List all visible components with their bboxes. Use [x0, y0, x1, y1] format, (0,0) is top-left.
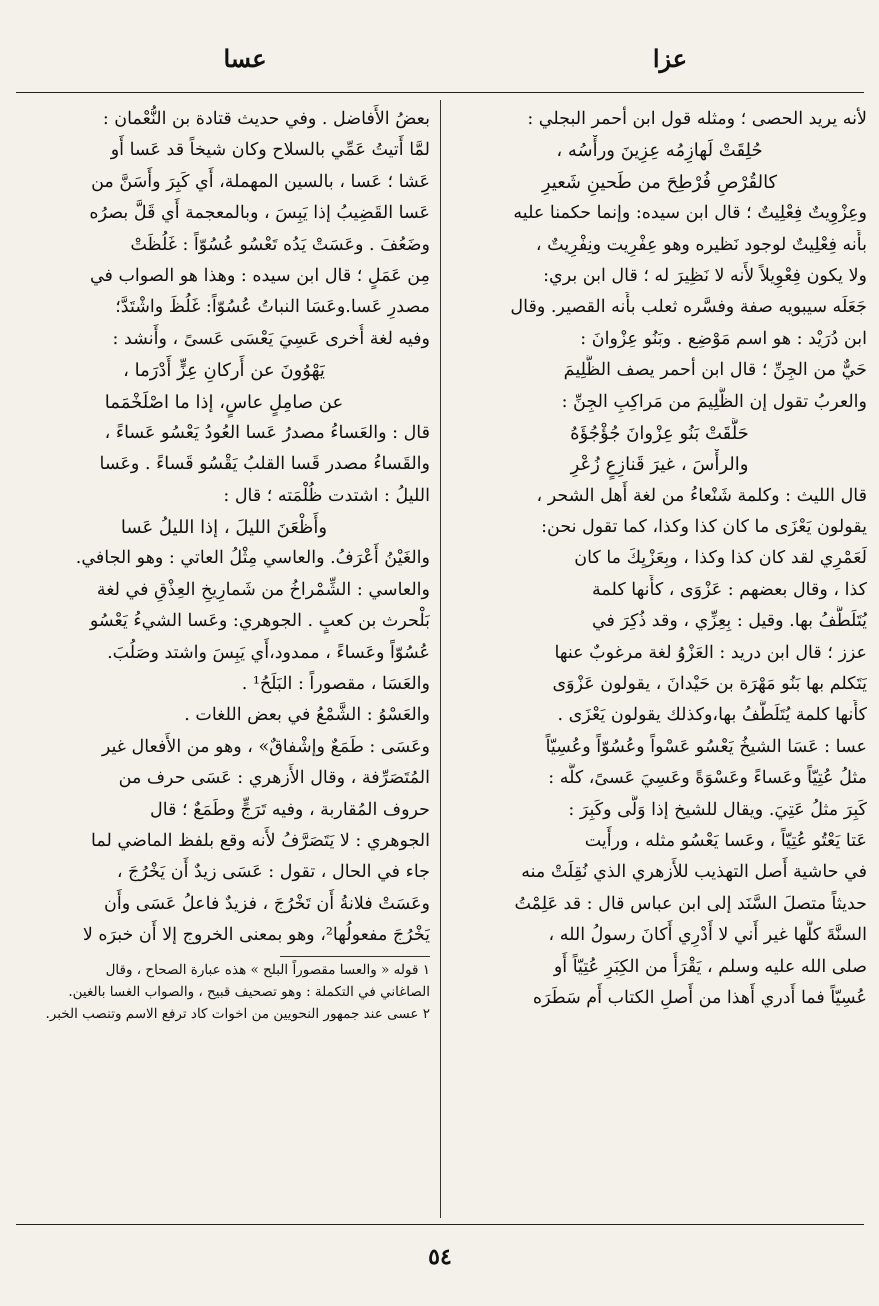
text-line: وفيه لغة أُخرى عَسِيَ يَعْسَى عَسىً ، وأَنشد : [112, 328, 430, 349]
text-line: وعِزْوِيتٌ فِعْلِيتٌ ؛ قال ابن سيده: وإنما حكمنا عليه [513, 203, 867, 224]
text-line: عَتا يَعْتُو عُتِيّاً ، وعَسا يَعْسُو مثله ، ورأَيت [584, 830, 867, 851]
text-line: يَتَكلم بها بَنُو مَهْرَة بن حَيْدانَ ، يقولون عَزْوَى [552, 674, 867, 695]
header-entry-left: عسا [223, 44, 267, 73]
text-line: لأنه يريد الحصى ؛ ومثله قول ابن أحمر البجلي : [527, 109, 867, 129]
text-line: بعضُ الأَفاضل . وفي حديث قتادة بن النُّعْمان : [102, 109, 430, 129]
text-line: السنَّةَ كلَّها غير أَني لا أَدْرِي أَكانَ رسولُ الله ، [548, 925, 867, 946]
left-column [18, 104, 430, 1220]
text-line: عسا : عَسَا الشيخُ يَعْسُو عَسْواً وعُسُوّاً وعُسِيّاً [545, 736, 867, 757]
text-line: مثلُ عُتِيّاً وعَساءً وعَسْوَةً وعَسِيَ عَسىً، كلُّه : [548, 768, 867, 789]
text-line: لَعَمْرِي لقد كان كذا وكذا ، وبِعَزْيِكَ ما كان [574, 548, 867, 569]
text-line: المُتَصَرِّفة ، وقال الأَزهري : عَسَى حرف من [118, 768, 430, 789]
column-separator [440, 100, 441, 1218]
footnote: الصاغاني في التكملة : وهو تصحيف قبيح ، والصواب الغسا بالغين. [68, 983, 430, 1000]
text-line: وعَسَى : طَمَعٌ وإشْفاقٌ» ، وهو من الأَفعال غير [101, 736, 430, 757]
text-line: وعَسَتْ فلانةُ أَن تَخْرُجَ ، فزيدٌ فاعلُ عَسَى وأَن [103, 893, 430, 914]
text-line: يُتَلَطَّفُ بها. وقيل : بِعِزِّي ، وقد ذُكِرَ في [591, 611, 867, 632]
text-line: في حاشية أَصل التهذيب للأَزهري الذي نُقِلَتْ منه [521, 862, 867, 883]
footnote-separator [280, 956, 430, 957]
text-line: عَسا القَضِيبُ إذا يَبِسَ ، وبالمعجمة أَي قَلَّ بصرُه [89, 203, 430, 224]
text-line: كأَنها كلمة يُتَلَطَّفُ بها،وكذلك يقولون يَعْزَى . [557, 705, 867, 726]
text-line: لمَّا أَتيتُ عَمِّي بالسلاح وكان شيخاً قد عَسا أَو [110, 140, 430, 161]
verse-line: وأَظْعَنَ الليلَ ، إذا الليلُ عَسا [120, 517, 328, 539]
text-line: يقولون يَعْزَى ما كان كذا وكذا، كما تقول نحن: [541, 517, 867, 538]
text-line: والعَسَا ، مقصوراً : البَلَحُ¹ . [241, 674, 430, 695]
verse-line: والرأْسَ ، غيرَ قَنازِعٍ زُعْرِ [570, 454, 749, 476]
text-line: والعربُ تقول إن الظَّلِيمَ من مَراكِبِ الجِنِّ : [561, 391, 867, 412]
text-line: ابن دُرَيْد : هو اسم مَوْضِع . وبَنُو عِزْوانَ : [580, 328, 867, 349]
right-column [452, 104, 867, 1220]
footnote: ٢ عسى عند جمهور النحويين من اخوات كاد ترفع الاسم وتنصب الخبر. [45, 1005, 430, 1022]
verse-line: حَلَّقَتْ بَنُو عِزْوانَ جُؤْجُؤَهُ [570, 422, 749, 444]
text-line: الجوهري : لا يَتَصَرَّفُ لأَنه وقع بلفظ الماضي لما [91, 830, 430, 851]
text-line: عُسِيّاً فما أَدري أَهذا من أَصلِ الكتاب أَم سَطَرَه [532, 987, 867, 1008]
text-line: والعَسْوُ : الشَّمْعُ في بعض اللغات . [184, 705, 430, 726]
text-line: ولا يكون فِعْوِيلاً لأَنه لا نَظِيرَ له ؛ قال ابن بري: [543, 265, 867, 286]
text-line: والقَساءُ مصدر قَسا القلبُ يَقْسُو قَساءً . وعَسا [99, 454, 430, 475]
text-line: بَلْحرث بن كعبٍ . الجوهري: وعَسا الشيءُ يَعْسُو [89, 611, 430, 632]
text-line: والعاسي : الشِّمْراخُ من شَمارِيخِ العِذْقِ في لغة [96, 579, 430, 600]
text-line: كَبِرَ مثلُ عَتِيَ. ويقال للشيخ إذا وَلَّى وكَبِرَ : [568, 799, 867, 820]
text-line: حروف المُقاربة ، وفيه تَرَجٍّ وطَمَعٌ ؛ قال [150, 799, 430, 820]
text-line: وضَعُفَ . وعَسَتْ يَدُه تَعْسُو عُسُوّاً : غَلُظَتْ [130, 234, 430, 255]
text-line: عزز ؛ قال ابن دريد : العَزْوُ لغة مرغوبٌ عنها [554, 642, 867, 663]
verse-line: كالقُرْصِ فُرْطِحَ من طَحينِ شَعيرِ [541, 171, 778, 193]
text-line: الليلُ : اشتدت ظُلْمَته ؛ قال : [223, 485, 430, 506]
text-line: بأَنه فِعْلِيتٌ لوجود نَظيره وهو عِفْرِيت ونِفْرِيتٌ ، [535, 234, 867, 255]
text-line: كذا ، وقال بعضهم : عَزْوَى ، كأَنها كلمة [592, 579, 867, 600]
text-line: جاء في الحال ، تقول : عَسَى زيدٌ أَن يَخْرُجَ ، [116, 862, 430, 883]
text-line: عَشا ؛ عَسا ، بالسين المهملة، أَي كَبِرَ وأَسَنَّ من [91, 171, 430, 192]
footer-rule [16, 1224, 864, 1225]
verse-line: حُلِقَتْ لَهازِمُه عِزِينَ ورأْسُه ، [556, 140, 763, 162]
text-line: صلى الله عليه وسلم ، يَقْرَأُ من الكِبَرِ عُتِيّاً أَو [553, 956, 867, 977]
text-line: قال الليث : وكلمة شَنْعاءُ من لغة أَهل الشحر ، [536, 485, 867, 506]
text-line: مِن عَمَلٍ ؛ قال ابن سيده : وهذا هو الصواب في [89, 265, 430, 286]
verse-line: عن صامِلٍ عاسٍ، إذا ما اصْلَخْمَما [104, 391, 344, 413]
text-line: عُسُوّاً وعَساءً ، ممدود،أَي يَبِسَ واشتد وصَلُبَ. [107, 642, 430, 663]
text-line: يَخْرُجَ مفعولُها²، وهو بمعنى الخروج إلا أَن خبرَه لا [82, 925, 430, 946]
verse-line: يَهْوُونَ عن أَركانِ عِزٍّ أَدْرَما ، [123, 360, 325, 382]
text-line: قال : والعَساءُ مصدرُ عَسا العُودُ يَعْسُو عَساءً ، [104, 422, 430, 443]
page-number: ٥٤ [428, 1244, 452, 1270]
text-line: حديثاً متصلَ السَّنَد إلى ابن عباس قال : قد عَلِمْتُ [514, 893, 867, 914]
header-rule [16, 92, 864, 93]
text-line: مصدرِ عَسا.وعَسَا النباتُ عُسُوّاً: غَلُظَ واشْتَدَّ؛ [115, 297, 430, 318]
header-entry-right: عزا [652, 44, 688, 73]
text-line: حَيٌّ من الجِنِّ ؛ قال ابن أحمر يصف الظَّلِيمَ [563, 360, 867, 381]
text-line: والغَيْنُ أَعْرَفُ. والعاسي مِثْلُ العاتي : وهو الجافي. [75, 548, 430, 569]
text-line: جَعَلَه سيبويه صفة وفسَّره ثعلب بأَنه القصير. وقال [510, 297, 867, 318]
footnote: ١ قوله « والعسا مقصوراً البلح » هذه عبارة الصحاح ، وقال [105, 961, 430, 978]
